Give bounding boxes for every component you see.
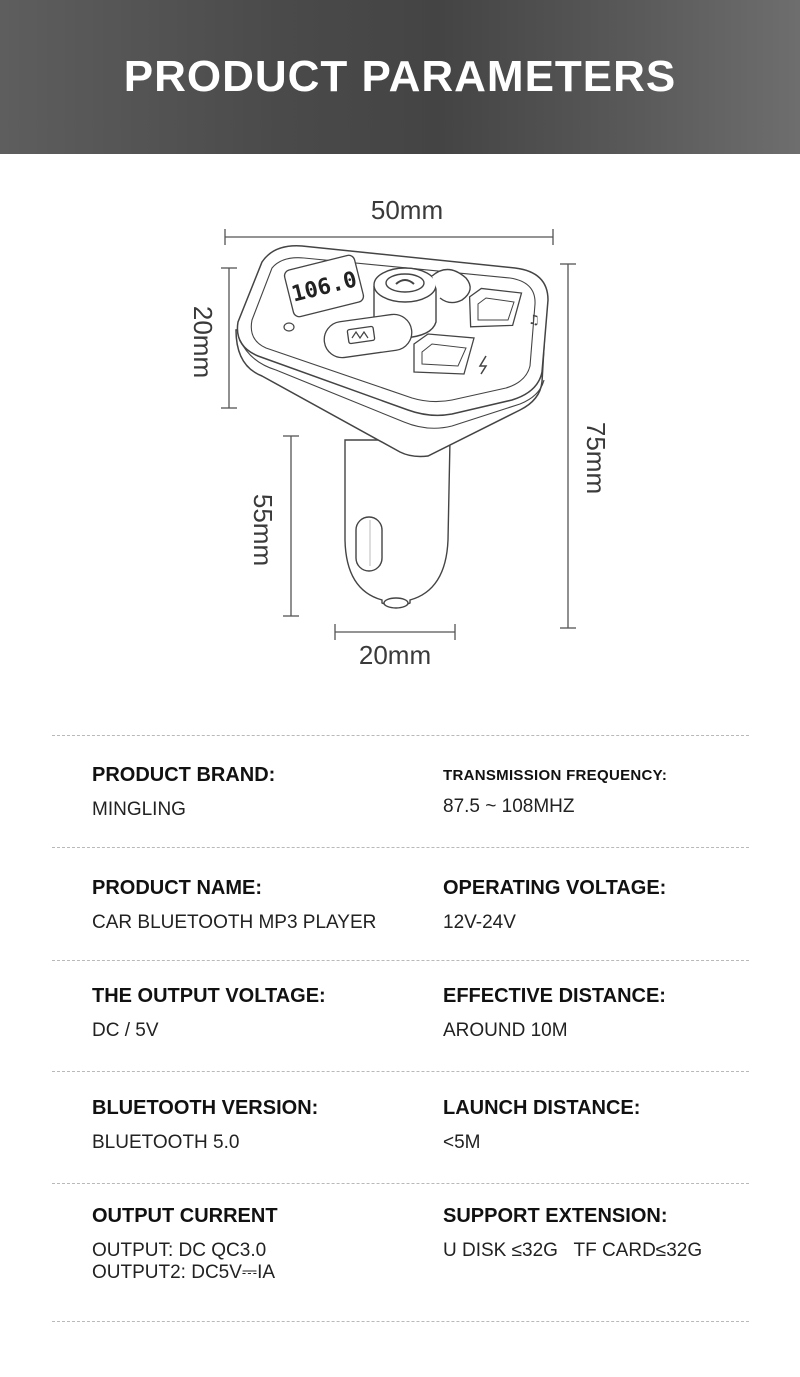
- dimension-plug-width-label: 20mm: [358, 640, 432, 670]
- svg-text:♫: ♫: [528, 313, 540, 328]
- spec-label: LAUNCH DISTANCE:: [443, 1097, 641, 1119]
- product-dimension-diagram: [0, 154, 800, 714]
- spec-operating-voltage: [443, 877, 763, 934]
- spec-label: THE OUTPUT VOLTAGE:: [92, 985, 326, 1007]
- spec-support-extension: [443, 1205, 763, 1262]
- divider: [52, 1321, 749, 1322]
- page-title: PRODUCT PARAMETERS: [123, 52, 677, 101]
- spec-product-name: [92, 877, 412, 934]
- spec-label: BLUETOOTH VERSION:: [92, 1097, 319, 1119]
- spec-output-voltage: [92, 985, 412, 1042]
- dimension-width-label: 50mm: [370, 195, 444, 225]
- spec-transmission-frequency: [443, 764, 763, 818]
- display-readout: 106.0: [289, 267, 360, 308]
- divider: [52, 1071, 749, 1072]
- spec-value: OUTPUT: DC QC3.0: [92, 1240, 267, 1261]
- spec-effective-distance: [443, 985, 763, 1042]
- divider: [52, 847, 749, 848]
- spec-value: DC / 5V: [92, 1020, 159, 1041]
- car-plug-illustration: [345, 440, 450, 608]
- spec-label: OUTPUT CURRENT: [92, 1205, 278, 1227]
- spec-value: AROUND 10M: [443, 1020, 568, 1041]
- divider: [52, 735, 749, 736]
- spec-value: 12V-24V: [443, 912, 516, 933]
- indicator-light-illustration: [284, 323, 294, 331]
- spec-label: SUPPORT EXTENSION:: [443, 1205, 668, 1227]
- spec-label: PRODUCT BRAND:: [92, 764, 276, 786]
- divider: [52, 960, 749, 961]
- dimension-height-label: 20mm: [188, 305, 218, 379]
- spec-value: BLUETOOTH 5.0: [92, 1132, 240, 1153]
- spec-label: OPERATING VOLTAGE:: [443, 877, 667, 899]
- spec-value: <5M: [443, 1132, 481, 1153]
- spec-label: TRANSMISSION FREQUENCY:: [443, 767, 668, 784]
- spec-product-brand: [92, 764, 412, 821]
- spec-label: EFFECTIVE DISTANCE:: [443, 985, 666, 1007]
- spec-value-secondary: OUTPUT2: DC5V⎓IA: [92, 1262, 276, 1283]
- spec-label: PRODUCT NAME:: [92, 877, 262, 899]
- spec-bluetooth-version: [92, 1097, 412, 1154]
- spec-value: MINGLING: [92, 799, 186, 820]
- divider: [52, 1183, 749, 1184]
- spec-launch-distance: [443, 1097, 763, 1154]
- spec-output-current: [92, 1205, 412, 1284]
- dimension-plug-length-label: 55mm: [248, 493, 278, 567]
- header-banner: [0, 0, 800, 154]
- spec-value: U DISK ≤32G TF CARD≤32G: [443, 1240, 703, 1261]
- spec-value: 87.5 ~ 108MHZ: [443, 796, 575, 817]
- spec-value: CAR BLUETOOTH MP3 PLAYER: [92, 912, 377, 933]
- dimension-total-length-label: 75mm: [581, 421, 611, 495]
